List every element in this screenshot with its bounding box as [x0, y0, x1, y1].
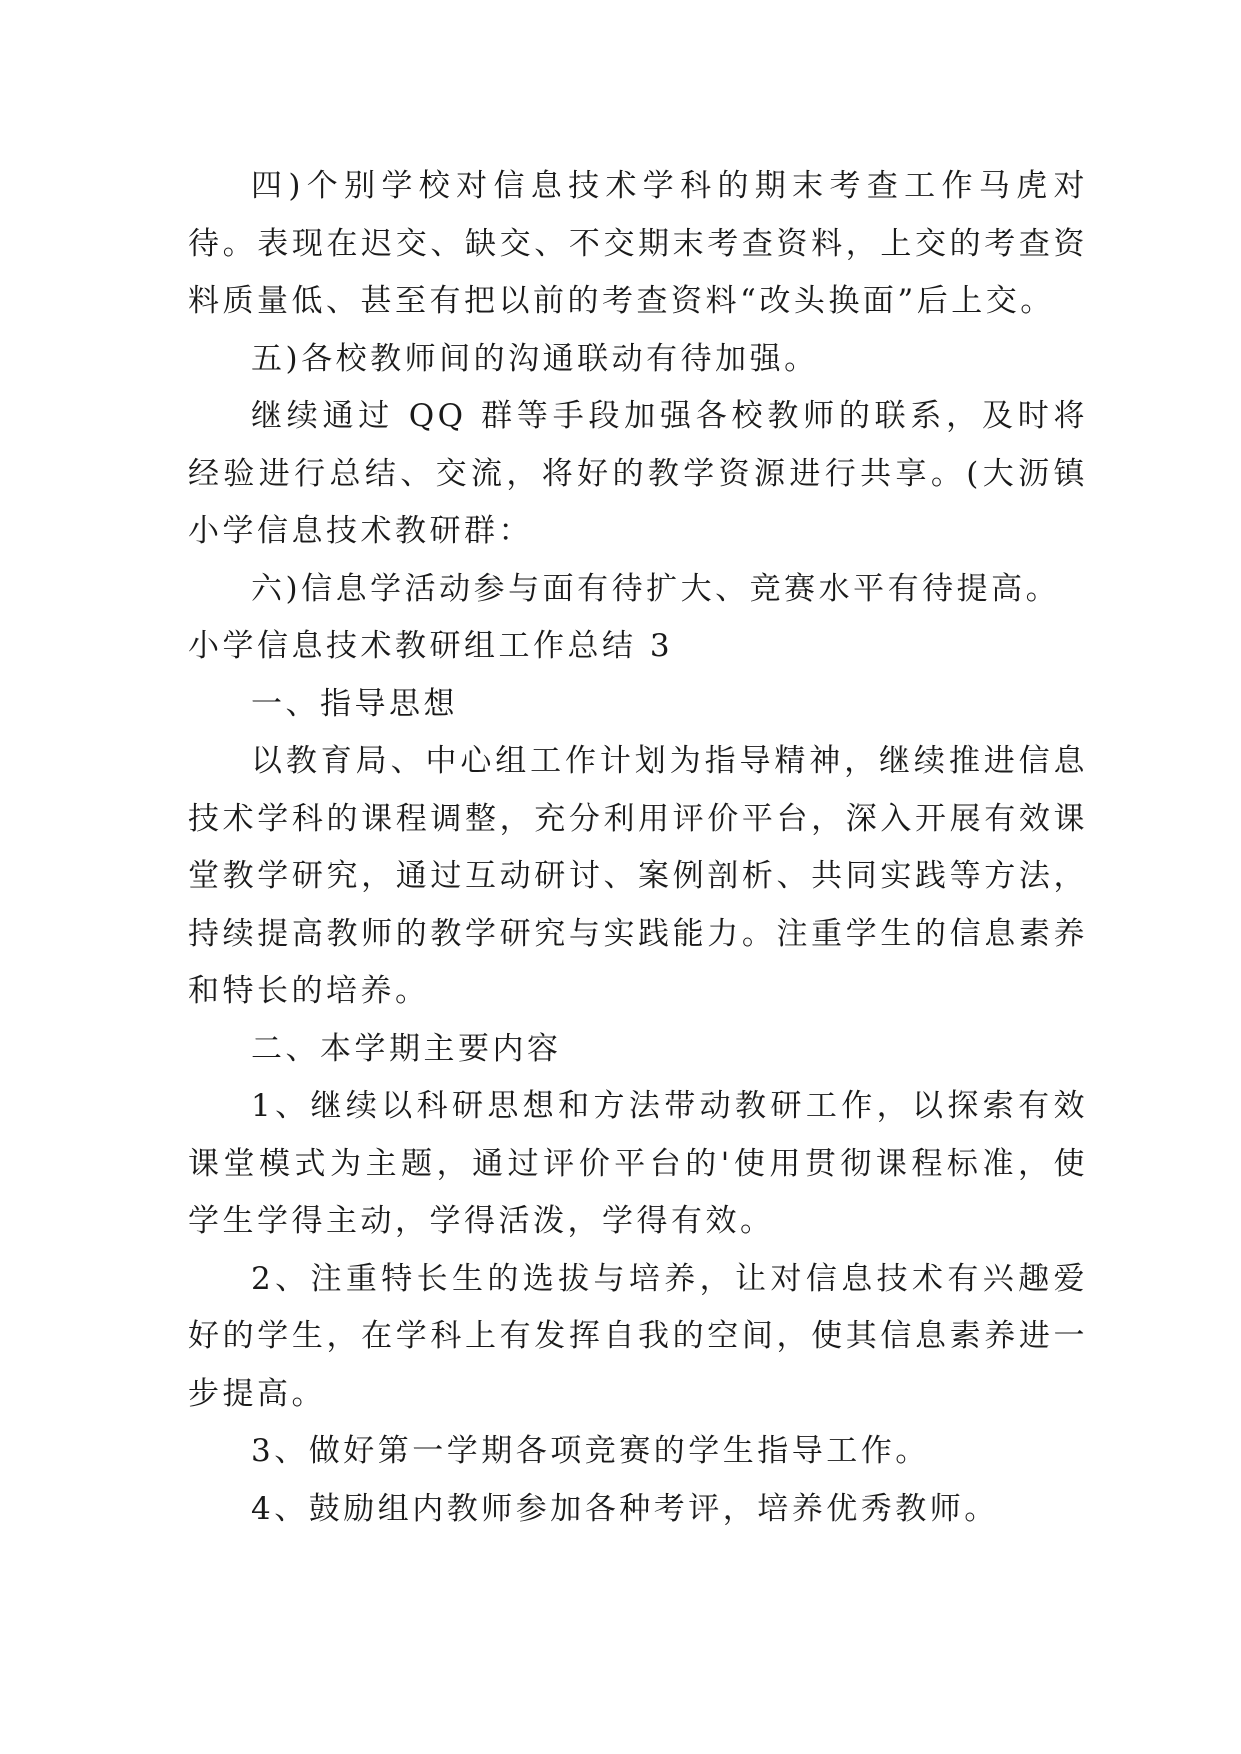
paragraph-qq-group: 继续通过 QQ 群等手段加强各校教师的联系，及时将经验进行总结、交流，将好的教学资源进行共享。(大沥镇小学信息技术教研群： — [188, 398, 1088, 549]
list-item-4: 4、鼓励组内教师参加各种考评，培养优秀教师。 — [251, 1490, 999, 1527]
paragraph-5-communication: 五)各校教师间的沟通联动有待加强。 — [251, 340, 819, 377]
paragraph-6-activities: 六)信息学活动参与面有待扩大、竞赛水平有待提高。 — [251, 570, 1061, 607]
heading-guiding-ideology: 一、指导思想 — [251, 685, 458, 722]
list-item-2: 2、注重特长生的选拔与培养，让对信息技术有兴趣爱好的学生，在学科上有发挥自我的空间，使其信息素养进一步提高。 — [188, 1260, 1088, 1412]
list-item-3: 3、做好第一学期各项竞赛的学生指导工作。 — [251, 1433, 930, 1469]
list-item-1: 1、继续以科研思想和方法带动教研工作，以探索有效课堂模式为主题，通过评价平台的'使用贯彻课程标准，使学生学得主动，学得活泼，学得有效。 — [188, 1088, 1088, 1239]
paragraph-guiding-ideology: 以教育局、中心组工作计划为指导精神，继续推进信息技术学科的课程调整，充分利用评价平台，深入开展有效课堂教学研究，通过互动研讨、案例剖析、共同实践等方法，持续提高教师的教学研究与实践能力。注重学生的信息素养和特长的培养。 — [188, 743, 1088, 1009]
heading-main-content: 二、本学期主要内容 — [251, 1030, 562, 1067]
section-title: 小学信息技术教研组工作总结 3 — [188, 628, 674, 664]
document-body — [188, 158, 1088, 1538]
paragraph-4-exam-issues: 四)个别学校对信息技术学科的期末考查工作马虎对待。表现在迟交、缺交、不交期末考查资料，上交的考查资料质量低、甚至有把以前的考查资料“改头换面”后上交。 — [188, 168, 1088, 319]
